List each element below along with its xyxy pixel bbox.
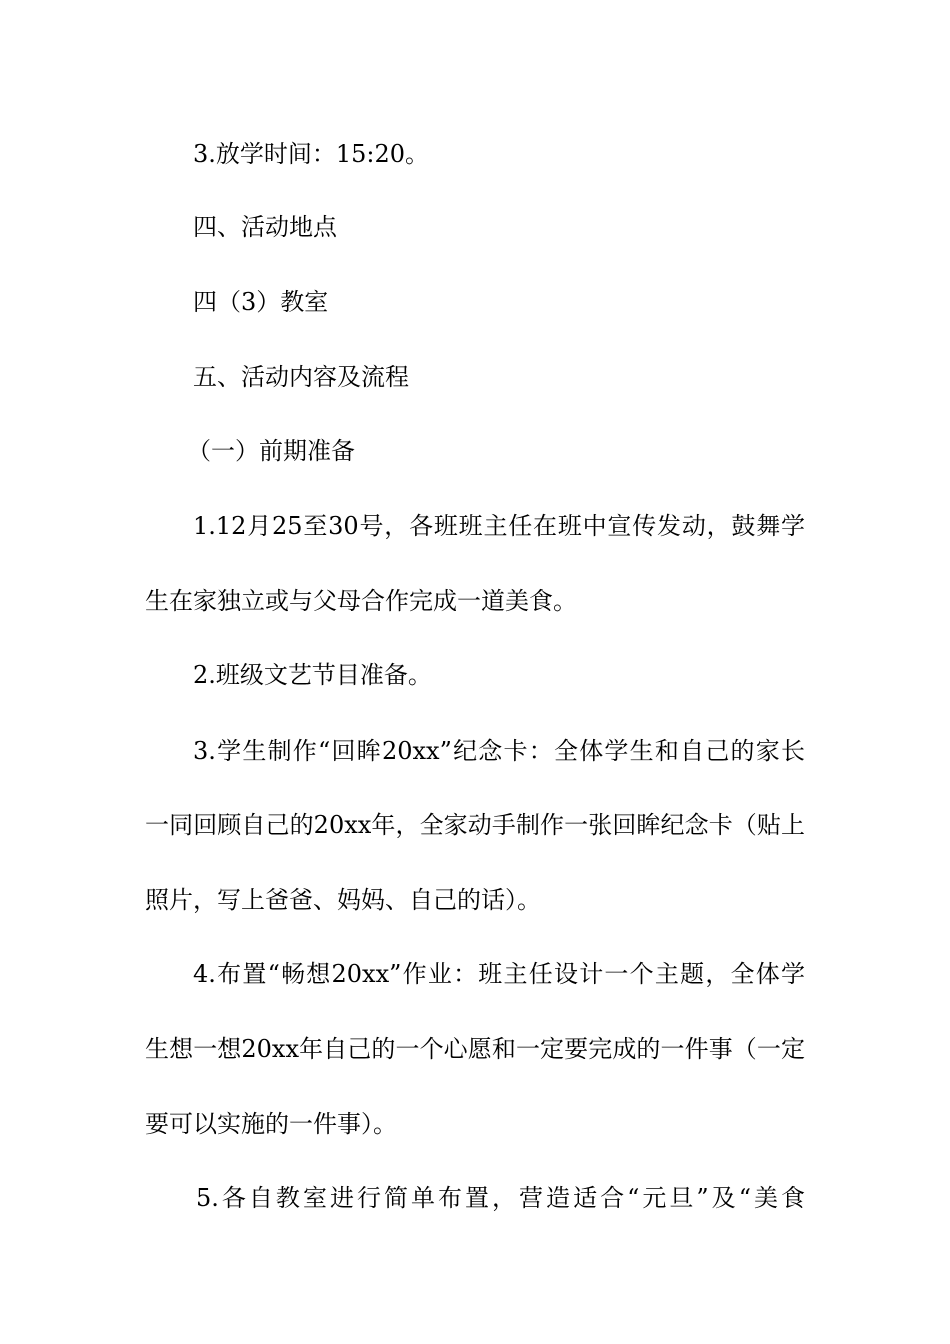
paragraph-item-1-line-1: 1.12月25至30号，各班班主任在班中宣传发动，鼓舞学 <box>193 512 805 540</box>
paragraph-item-4-line-3: 要可以实施的一件事）。 <box>145 1110 397 1138</box>
paragraph-item-1-line-2: 生在家独立或与父母合作完成一道美食。 <box>145 587 577 615</box>
paragraph-item-5-line-1: 5.各自教室进行简单布置，营造适合“元旦”及“美食 <box>196 1184 805 1212</box>
paragraph-item-3-line-3: 照片，写上爸爸、妈妈、自己的话）。 <box>145 886 541 914</box>
paragraph-item-2: 2.班级文艺节目准备。 <box>193 661 432 689</box>
paragraph-item-4-line-1: 4.布置“畅想20xx”作业：班主任设计一个主题，全体学 <box>193 960 805 988</box>
heading-activity-location: 四、活动地点 <box>193 213 337 241</box>
paragraph-item-3-line-2: 一同回顾自己的20xx年，全家动手制作一张回眸纪念卡（贴上 <box>145 811 805 839</box>
heading-activity-content: 五、活动内容及流程 <box>193 363 409 391</box>
paragraph-dismissal-time: 3.放学时间：15:20。 <box>193 140 430 168</box>
subheading-preparation: （一）前期准备 <box>187 437 355 465</box>
paragraph-item-3-line-1: 3.学生制作“回眸20xx”纪念卡：全体学生和自己的家长 <box>193 737 805 765</box>
paragraph-location-classroom: 四（3）教室 <box>193 288 329 316</box>
paragraph-item-4-line-2: 生想一想20xx年自己的一个心愿和一定要完成的一件事（一定 <box>145 1035 805 1063</box>
